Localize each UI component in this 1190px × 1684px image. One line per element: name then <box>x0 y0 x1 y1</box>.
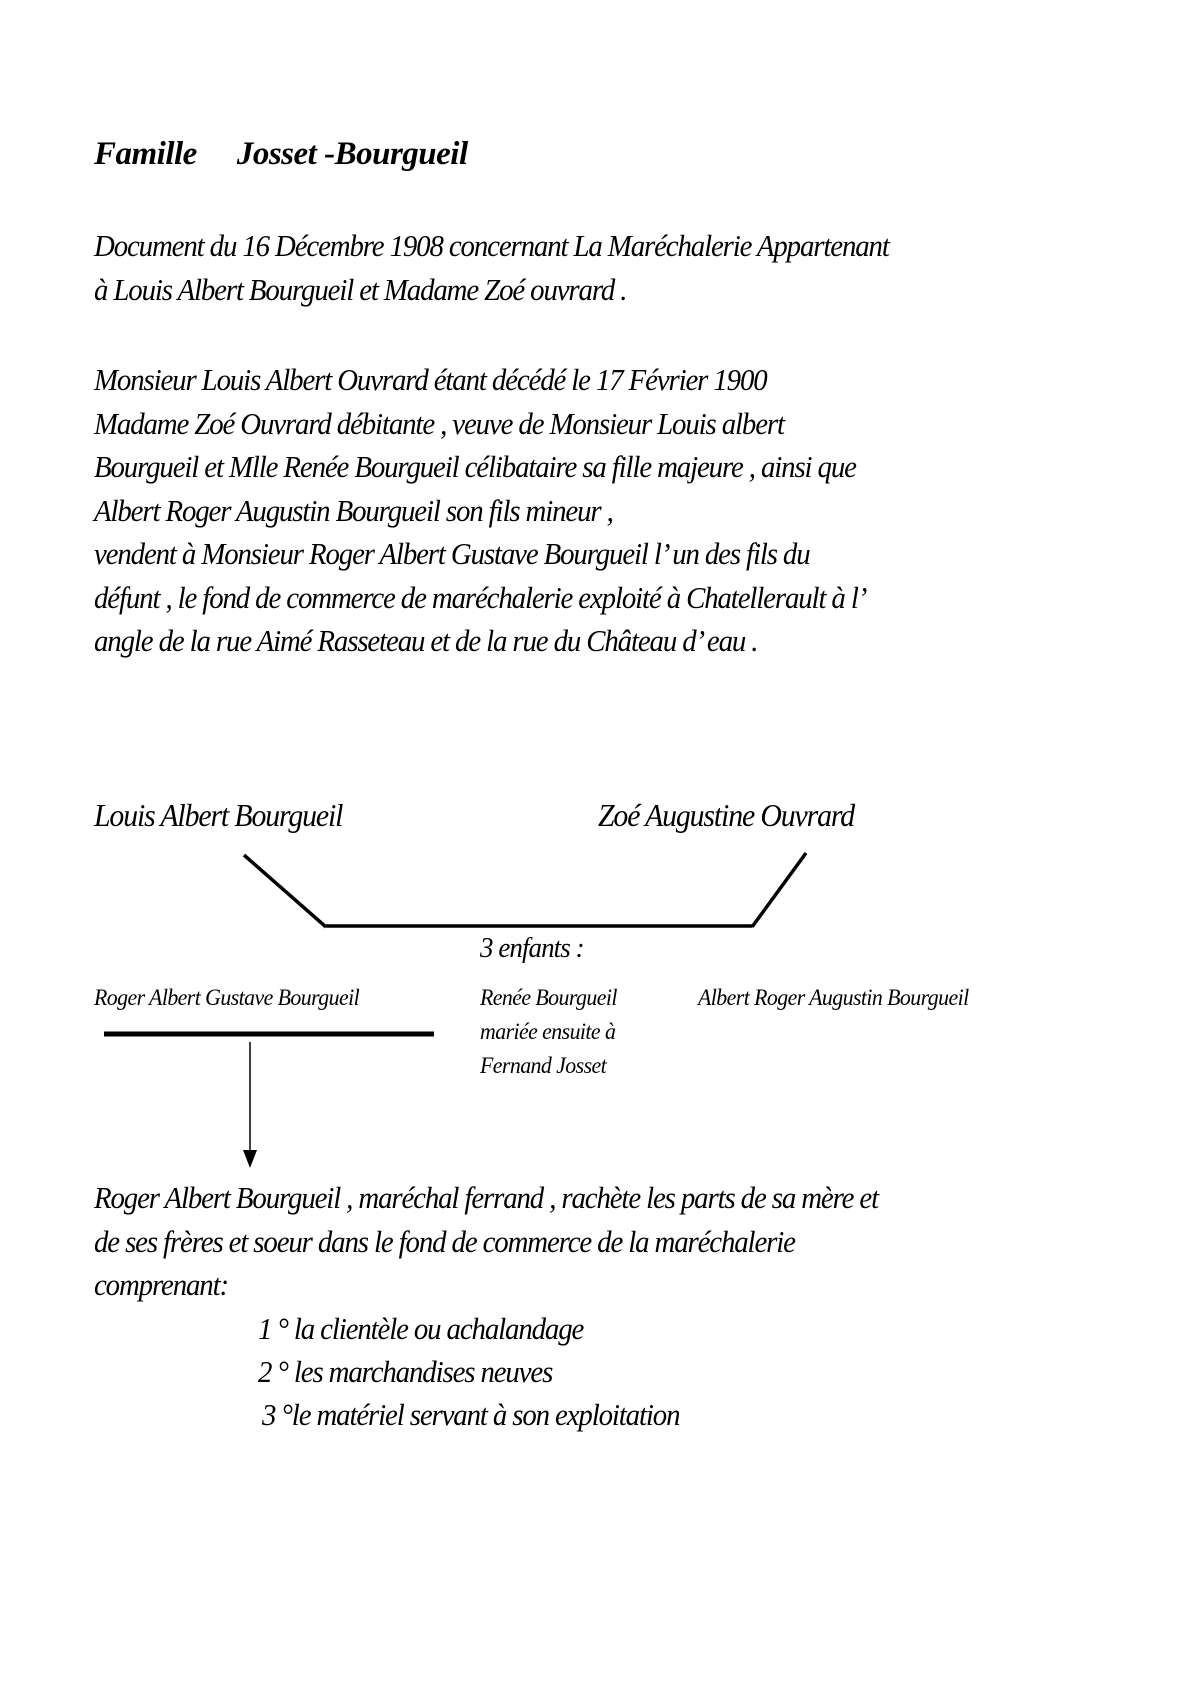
text-line: Roger Albert Bourgueil , maréchal ferrand , rachète les parts de sa mère et <box>94 1180 878 1215</box>
text-line: à Louis Albert Bourgueil et Madame Zoé ouvrard . <box>94 271 627 307</box>
title-family-names: Josset -Bourgueil <box>236 136 468 172</box>
intro-paragraph <box>94 224 889 311</box>
list-item: 2 ° les marchandises neuves <box>258 1354 553 1389</box>
father-connector-line <box>244 855 326 927</box>
child-roger <box>94 981 359 1015</box>
text-line: défunt , le fond de commerce de maréchalerie exploité à Chatellerault à l’ <box>94 579 867 615</box>
text-line: de ses frères et soeur dans le fond de commerce de la maréchalerie <box>94 1223 795 1259</box>
child-note: Fernand Josset <box>480 1053 607 1078</box>
text-line: angle de la rue Aimé Rasseteau et de la rue du Château d’ eau . <box>94 623 758 658</box>
child-name: Renée Bourgueil <box>480 985 617 1010</box>
child-albert <box>698 981 969 1015</box>
text-line: vendent à Monsieur Roger Albert Gustave Bourgueil l’ un des fils du <box>94 536 810 571</box>
children-count-label: 3 enfants : <box>480 932 584 964</box>
text-line: Albert Roger Augustin Bourgueil son fils mineur , <box>94 492 613 528</box>
father-name: Louis Albert Bourgueil <box>94 797 343 833</box>
child-name: Roger Albert Gustave Bourgueil <box>94 985 360 1010</box>
text-line: comprenant: <box>94 1267 228 1302</box>
mother-connector-line <box>752 853 806 927</box>
list-item: 3 °le matériel servant à son exploitation <box>262 1397 680 1432</box>
heir-arrow-head-icon <box>243 1150 257 1168</box>
title-family-word: Famille <box>94 136 197 172</box>
document-title <box>94 136 468 173</box>
child-note: mariée ensuite à <box>480 1019 616 1044</box>
sale-paragraph <box>94 358 866 663</box>
child-name: Albert Roger Augustin Bourgueil <box>698 985 969 1010</box>
mother-name: Zoé Augustine Ouvrard <box>598 797 854 833</box>
list-item: 1 ° la clientèle ou achalandage <box>258 1311 584 1346</box>
text-line: Bourgueil et Mlle Renée Bourgueil célibataire sa fille majeure , ainsi que <box>94 449 856 484</box>
text-line: Document du 16 Décembre 1908 concernant La Maréchalerie Appartenant <box>94 228 889 263</box>
child-renee <box>480 981 617 1083</box>
text-line: Monsieur Louis Albert Ouvrard étant décédé le 17 Février 1900 <box>94 362 767 397</box>
text-line: Madame Zoé Ouvrard débitante , veuve de Monsieur Louis albert <box>94 405 784 441</box>
conclusion-paragraph <box>94 1176 878 1307</box>
